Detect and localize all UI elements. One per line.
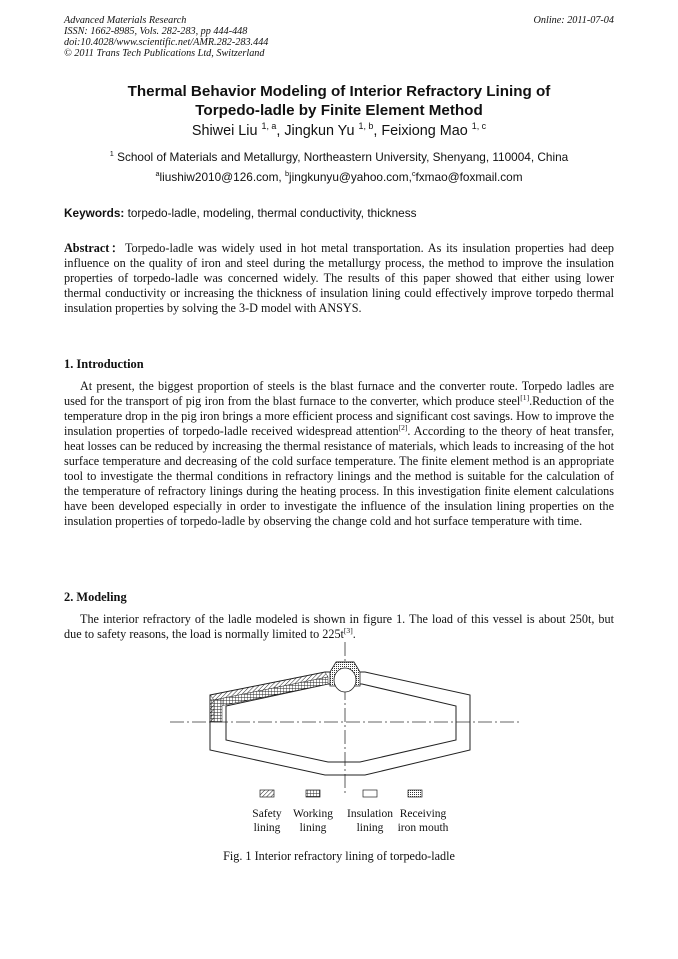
modeling-text: . [352,627,356,642]
abstract [64,241,614,316]
email-list: $^a$liushiw2010@126.com, $^b$jingkunyu@yahoo.com,$^c$fxmao@foxmail.com [155,169,523,184]
abstract-text: Torpedo-ladle was widely used in hot metal transportation. As its insulation properties had deep influence on the quality of iron and steel during the metallurgy process, the method to improve the insulation properties of torpedo-ladle was concerned widely. The results of this paper showed that either using lower thermal conductivity or increasing the thickness of insulation lining could effectively improve torpedo thermal insulation properties by solving the 3-D model with ANSYS. [64,241,614,316]
author-list: Shiwei Liu $^{1, a}$, Jingkun Yu $^{1, b}$, Feixiong Mao $^{1, c}$ [191,121,487,139]
mouth-opening [334,668,356,692]
citation-ref[interactable]: [3] [343,625,353,635]
modeling-text: The interior refractory of the ladle modeled is shown in figure 1. The load of this vessel is about 250t, but due to safety reasons, the load is normally limited to 225t [64,612,614,642]
section-heading-modeling: 2. Modeling [64,590,127,604]
author-sup: 1, c [471,121,487,132]
author-name: Shiwei Liu [191,123,258,139]
issn-line: ISSN: 1662-8985, Vols. 282-283, pp 444-448 [64,26,248,37]
modeling-paragraph [64,612,614,642]
paper-title [64,82,614,120]
legend-safety-swatch [260,790,274,797]
author-sup: 1, b [358,121,374,132]
copyright-line: © 2011 Trans Tech Publications Ltd, Switzerland [64,48,265,59]
intro-text: .Reduction of the temperature drop in the pig iron brings a more efficient process and significant cost savings. How to improve the insulation properties of torpedo-ladle received widespread attention [64,394,615,439]
legend-label: Insulation [347,808,393,820]
email-link[interactable]: liushiw2010@126.com [159,170,279,184]
introduction-paragraph [64,379,614,529]
email-sup: c [411,169,416,179]
section-heading-introduction: 1. Introduction [64,357,144,371]
intro-text: At present, the biggest proportion of steels is the blast furnace and the converter route. Torpedo ladles are used for the transport of pig iron from the blast furnace to the converter, which produce steel [64,379,614,409]
legend-label: lining [299,822,327,834]
legend-label: lining [253,822,281,834]
email-sup: b [284,169,290,179]
doi-line: doi:10.4028/www.scientific.net/AMR.282-283.444 [64,37,269,48]
title-line-1: Thermal Behavior Modeling of Interior Refractory Lining of [127,83,551,100]
journal-name: Advanced Materials Research [64,15,187,26]
author-name: Jingkun Yu [284,123,355,139]
legend-insulation-swatch [363,790,377,797]
author-sup: 1, a [261,121,277,132]
end-wall-safety [210,700,214,722]
affiliation-sup: 1 [109,149,114,159]
legend-label: Safety [252,808,282,820]
citation-ref[interactable]: [1] [520,392,530,402]
author-name: Feixiong Mao [381,123,468,139]
email-sup: a [155,169,160,179]
figure-caption: Fig. 1 Interior refractory lining of torpedo-ladle [223,849,455,863]
keywords-text: torpedo-ladle, modeling, thermal conductivity, thickness [127,206,417,220]
legend-label: Receiving [399,808,447,820]
keywords-label: Keywords: [64,206,125,220]
legend-working-swatch [306,790,320,797]
abstract-label: Abstract： [64,241,125,255]
legend-label: lining [356,822,384,834]
intro-text: . According to the theory of heat transfer, heat losses can be reduced by increasing the thermal resistance of materials, which leads to increasing of the hot surface temperature and decreasing of the cold surface temperature. The finite element method is an appropriate tool to investigate the thermal conditions in refractory linings and the method is suitable for the calculation of the temperature of refractory linings during the heating process. In this investigation finite element calculations have been developed especially in order to investigate the influence of the insulation lining properties on the insulation properties of torpedo-ladle by observing the change cold and hot surface temperature with time. [64,424,615,529]
affiliation [64,150,614,164]
email-link[interactable]: jingkunyu@yahoo.com [289,170,409,184]
legend-label: iron mouth [397,822,449,834]
legend-label: Working [293,808,333,820]
legend-receiving-swatch [408,790,422,797]
affiliation-text: School of Materials and Metallurgy, Northeastern University, Shenyang, 110004, China [117,150,569,164]
title-line-2: Torpedo-ladle by Finite Element Method [195,102,483,119]
torpedo-ladle-figure [160,640,530,840]
journal-header [64,15,268,59]
online-date: Online: 2011-07-04 [533,15,614,26]
email-link[interactable]: fxmao@foxmail.com [415,170,523,184]
citation-ref[interactable]: [2] [398,423,408,433]
keywords [64,206,614,220]
